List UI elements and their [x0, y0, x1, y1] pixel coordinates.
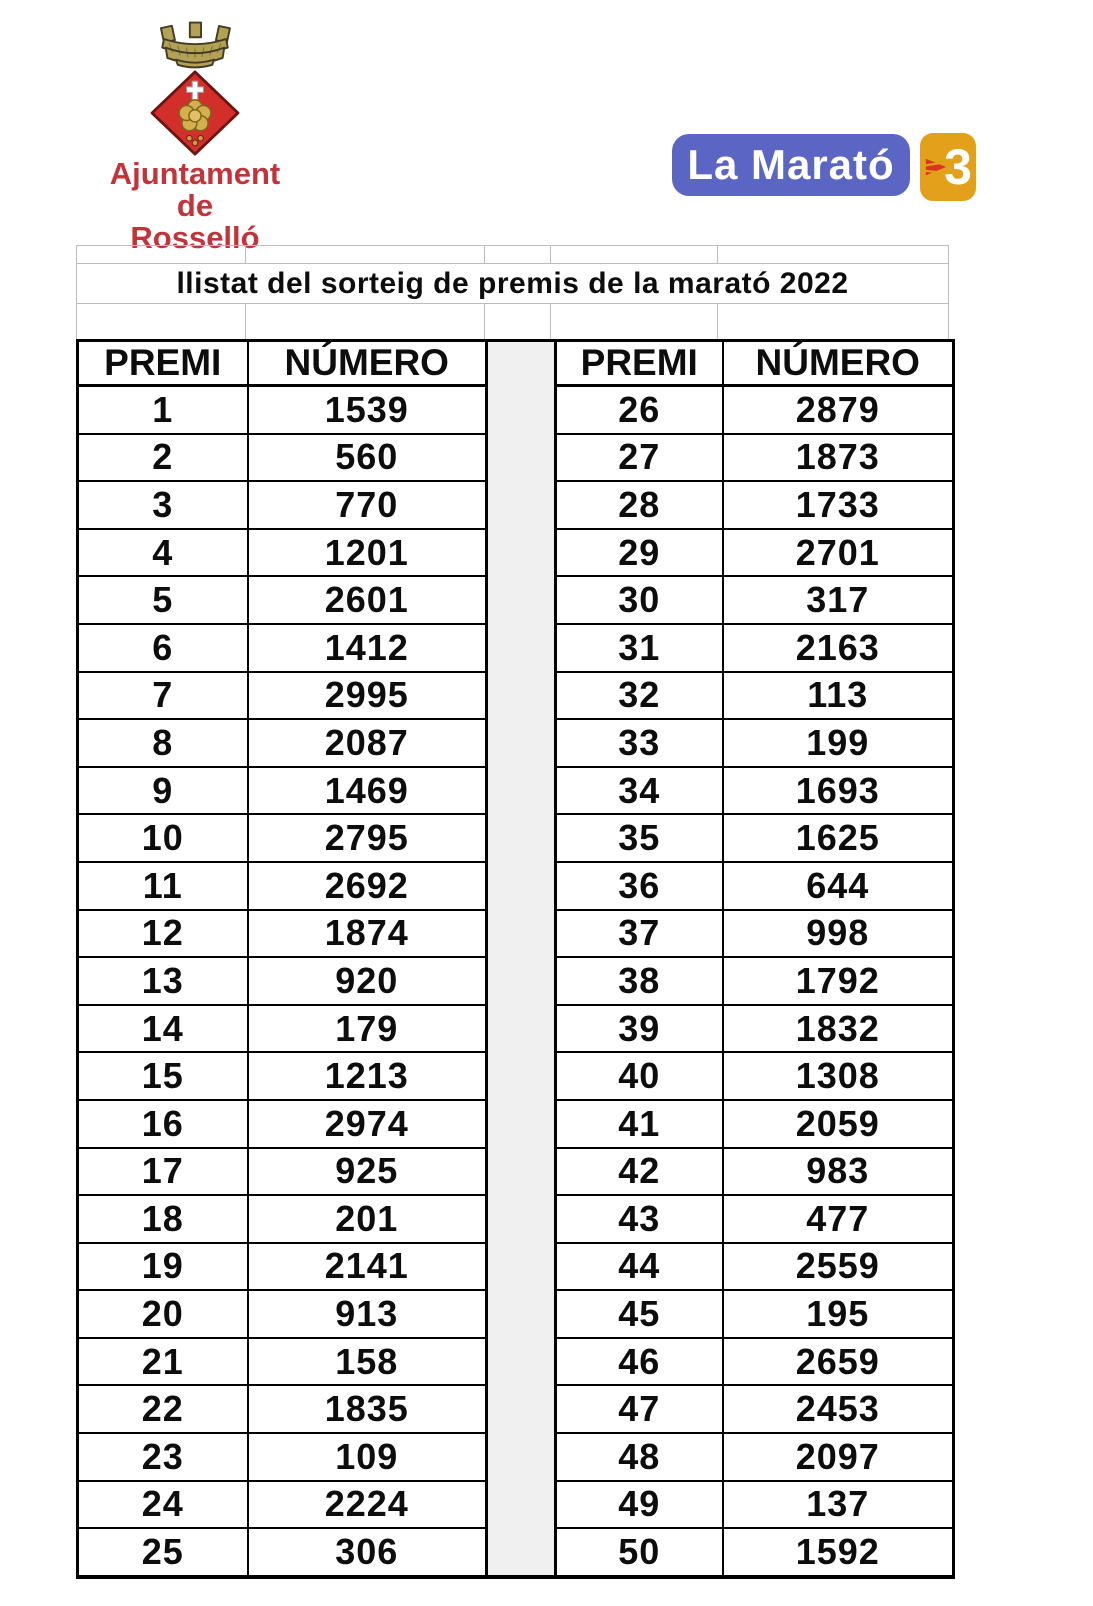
numero-cell: 998 [723, 910, 954, 958]
table-row [78, 1481, 487, 1529]
numero-cell: 158 [248, 1338, 487, 1386]
numero-cell: 560 [248, 434, 487, 482]
numero-cell: 2559 [723, 1243, 954, 1291]
premi-cell: 13 [78, 957, 248, 1005]
sheet-title: llistat del sorteig de premis de la marató 2022 [176, 266, 849, 300]
table-row [556, 481, 954, 529]
table-row [556, 1290, 954, 1338]
premi-cell: 22 [78, 1385, 248, 1433]
table-row [78, 624, 487, 672]
premi-cell: 24 [78, 1481, 248, 1529]
premi-cell: 3 [78, 481, 248, 529]
numero-cell: 2224 [248, 1481, 487, 1529]
numero-cell: 2701 [723, 529, 954, 577]
table-row [556, 767, 954, 815]
header-row [556, 341, 954, 386]
table-row [556, 719, 954, 767]
table-row [78, 910, 487, 958]
numero-cell: 1874 [248, 910, 487, 958]
table-row [556, 672, 954, 720]
numero-cell: 2879 [723, 386, 954, 434]
numero-cell: 199 [723, 719, 954, 767]
table-row [78, 1005, 487, 1053]
right-table-body [556, 386, 954, 1577]
numero-cell: 2795 [248, 814, 487, 862]
numero-header: NÚMERO [723, 341, 954, 386]
premi-cell: 50 [556, 1528, 723, 1577]
numero-cell: 195 [723, 1290, 954, 1338]
numero-cell: 1733 [723, 481, 954, 529]
premi-cell: 39 [556, 1005, 723, 1053]
premi-cell: 48 [556, 1433, 723, 1481]
table-row [78, 1195, 487, 1243]
table-row [78, 957, 487, 1005]
sheet-title-row [76, 263, 949, 303]
table-row [78, 434, 487, 482]
table-row [556, 529, 954, 577]
numero-cell: 1592 [723, 1528, 954, 1577]
premi-cell: 44 [556, 1243, 723, 1291]
numero-cell: 477 [723, 1195, 954, 1243]
premi-cell: 49 [556, 1481, 723, 1529]
table-row [556, 1481, 954, 1529]
numero-cell: 1693 [723, 767, 954, 815]
tv3-digit: 3 [944, 139, 972, 195]
premi-cell: 19 [78, 1243, 248, 1291]
numero-cell: 1792 [723, 957, 954, 1005]
table-row [556, 434, 954, 482]
table-row [556, 1243, 954, 1291]
table-row [78, 672, 487, 720]
numero-cell: 2692 [248, 862, 487, 910]
shield-icon [147, 70, 243, 156]
premi-cell: 10 [78, 814, 248, 862]
premi-cell: 37 [556, 910, 723, 958]
premi-cell: 34 [556, 767, 723, 815]
empty-grid-row-top [76, 245, 949, 263]
premi-header: PREMI [556, 341, 723, 386]
table-row [78, 719, 487, 767]
numero-cell: 306 [248, 1528, 487, 1577]
prize-tables [76, 339, 949, 1579]
table-row [556, 862, 954, 910]
header-row [78, 341, 487, 386]
numero-cell: 2453 [723, 1385, 954, 1433]
table-row [556, 576, 954, 624]
numero-cell: 2995 [248, 672, 487, 720]
numero-cell: 1213 [248, 1052, 487, 1100]
numero-cell: 1469 [248, 767, 487, 815]
org-name-line2: Rosselló [130, 220, 260, 256]
table-row [78, 1528, 487, 1577]
table-gap-column [488, 339, 554, 1579]
table-row [78, 1148, 487, 1196]
premi-cell: 38 [556, 957, 723, 1005]
tv3-logo [920, 133, 976, 201]
table-row [556, 1385, 954, 1433]
premi-cell: 18 [78, 1195, 248, 1243]
premi-cell: 33 [556, 719, 723, 767]
numero-cell: 925 [248, 1148, 487, 1196]
premi-cell: 45 [556, 1290, 723, 1338]
premi-cell: 25 [78, 1528, 248, 1577]
table-row [78, 576, 487, 624]
premi-cell: 29 [556, 529, 723, 577]
prize-table-right [554, 339, 955, 1579]
numero-cell: 2659 [723, 1338, 954, 1386]
numero-cell: 113 [723, 672, 954, 720]
numero-cell: 137 [723, 1481, 954, 1529]
org-name-line1: Ajuntament de [109, 156, 281, 224]
numero-cell: 1625 [723, 814, 954, 862]
numero-cell: 2097 [723, 1433, 954, 1481]
premi-cell: 20 [78, 1290, 248, 1338]
premi-cell: 26 [556, 386, 723, 434]
numero-cell: 2141 [248, 1243, 487, 1291]
premi-cell: 46 [556, 1338, 723, 1386]
premi-cell: 11 [78, 862, 248, 910]
numero-cell: 2601 [248, 576, 487, 624]
premi-cell: 41 [556, 1100, 723, 1148]
table-row [78, 1243, 487, 1291]
numero-cell: 644 [723, 862, 954, 910]
table-row [78, 862, 487, 910]
numero-header: NÚMERO [248, 341, 487, 386]
numero-cell: 1539 [248, 386, 487, 434]
premi-cell: 15 [78, 1052, 248, 1100]
table-row [556, 1052, 954, 1100]
numero-cell: 1308 [723, 1052, 954, 1100]
numero-cell: 2163 [723, 624, 954, 672]
premi-cell: 5 [78, 576, 248, 624]
empty-grid-row-below-title [76, 303, 949, 339]
numero-cell: 2087 [248, 719, 487, 767]
numero-cell: 1412 [248, 624, 487, 672]
table-row [556, 386, 954, 434]
premi-header: PREMI [78, 341, 248, 386]
table-row [78, 1385, 487, 1433]
table-row [78, 529, 487, 577]
table-row [556, 1433, 954, 1481]
table-row [78, 1052, 487, 1100]
premi-cell: 36 [556, 862, 723, 910]
premi-cell: 30 [556, 576, 723, 624]
table-row [556, 910, 954, 958]
premi-cell: 17 [78, 1148, 248, 1196]
crown-icon [151, 20, 239, 70]
numero-cell: 109 [248, 1433, 487, 1481]
numero-cell: 1201 [248, 529, 487, 577]
numero-cell: 1835 [248, 1385, 487, 1433]
premi-cell: 28 [556, 481, 723, 529]
numero-cell: 913 [248, 1290, 487, 1338]
table-row [556, 814, 954, 862]
table-row [78, 1338, 487, 1386]
table-row [556, 957, 954, 1005]
table-row [556, 1100, 954, 1148]
la-marato-label: La Marató [687, 141, 895, 188]
premi-cell: 8 [78, 719, 248, 767]
premi-cell: 32 [556, 672, 723, 720]
numero-cell: 920 [248, 957, 487, 1005]
table-row [78, 814, 487, 862]
premi-cell: 2 [78, 434, 248, 482]
numero-cell: 1873 [723, 434, 954, 482]
numero-cell: 179 [248, 1005, 487, 1053]
premi-cell: 47 [556, 1385, 723, 1433]
numero-cell: 2974 [248, 1100, 487, 1148]
la-marato-logo [672, 134, 910, 196]
premi-cell: 40 [556, 1052, 723, 1100]
table-row [556, 1005, 954, 1053]
numero-cell: 770 [248, 481, 487, 529]
premi-cell: 23 [78, 1433, 248, 1481]
premi-cell: 27 [556, 434, 723, 482]
premi-cell: 42 [556, 1148, 723, 1196]
table-row [78, 481, 487, 529]
table-row [556, 1195, 954, 1243]
numero-cell: 1832 [723, 1005, 954, 1053]
premi-cell: 43 [556, 1195, 723, 1243]
prize-table-left [76, 339, 488, 1579]
table-row [556, 624, 954, 672]
table-row [78, 1100, 487, 1148]
ajuntament-rossello-logo [88, 20, 302, 255]
table-row [78, 767, 487, 815]
table-row [556, 1148, 954, 1196]
premi-cell: 31 [556, 624, 723, 672]
numero-cell: 201 [248, 1195, 487, 1243]
premi-cell: 14 [78, 1005, 248, 1053]
premi-cell: 7 [78, 672, 248, 720]
premi-cell: 16 [78, 1100, 248, 1148]
premi-cell: 35 [556, 814, 723, 862]
table-row [556, 1528, 954, 1577]
prize-sheet [76, 245, 949, 1579]
table-row [556, 1338, 954, 1386]
premi-cell: 12 [78, 910, 248, 958]
numero-cell: 317 [723, 576, 954, 624]
premi-cell: 6 [78, 624, 248, 672]
numero-cell: 2059 [723, 1100, 954, 1148]
left-table-body [78, 386, 487, 1577]
premi-cell: 9 [78, 767, 248, 815]
table-row [78, 1433, 487, 1481]
table-row [78, 386, 487, 434]
premi-cell: 1 [78, 386, 248, 434]
table-row [78, 1290, 487, 1338]
premi-cell: 4 [78, 529, 248, 577]
premi-cell: 21 [78, 1338, 248, 1386]
numero-cell: 983 [723, 1148, 954, 1196]
